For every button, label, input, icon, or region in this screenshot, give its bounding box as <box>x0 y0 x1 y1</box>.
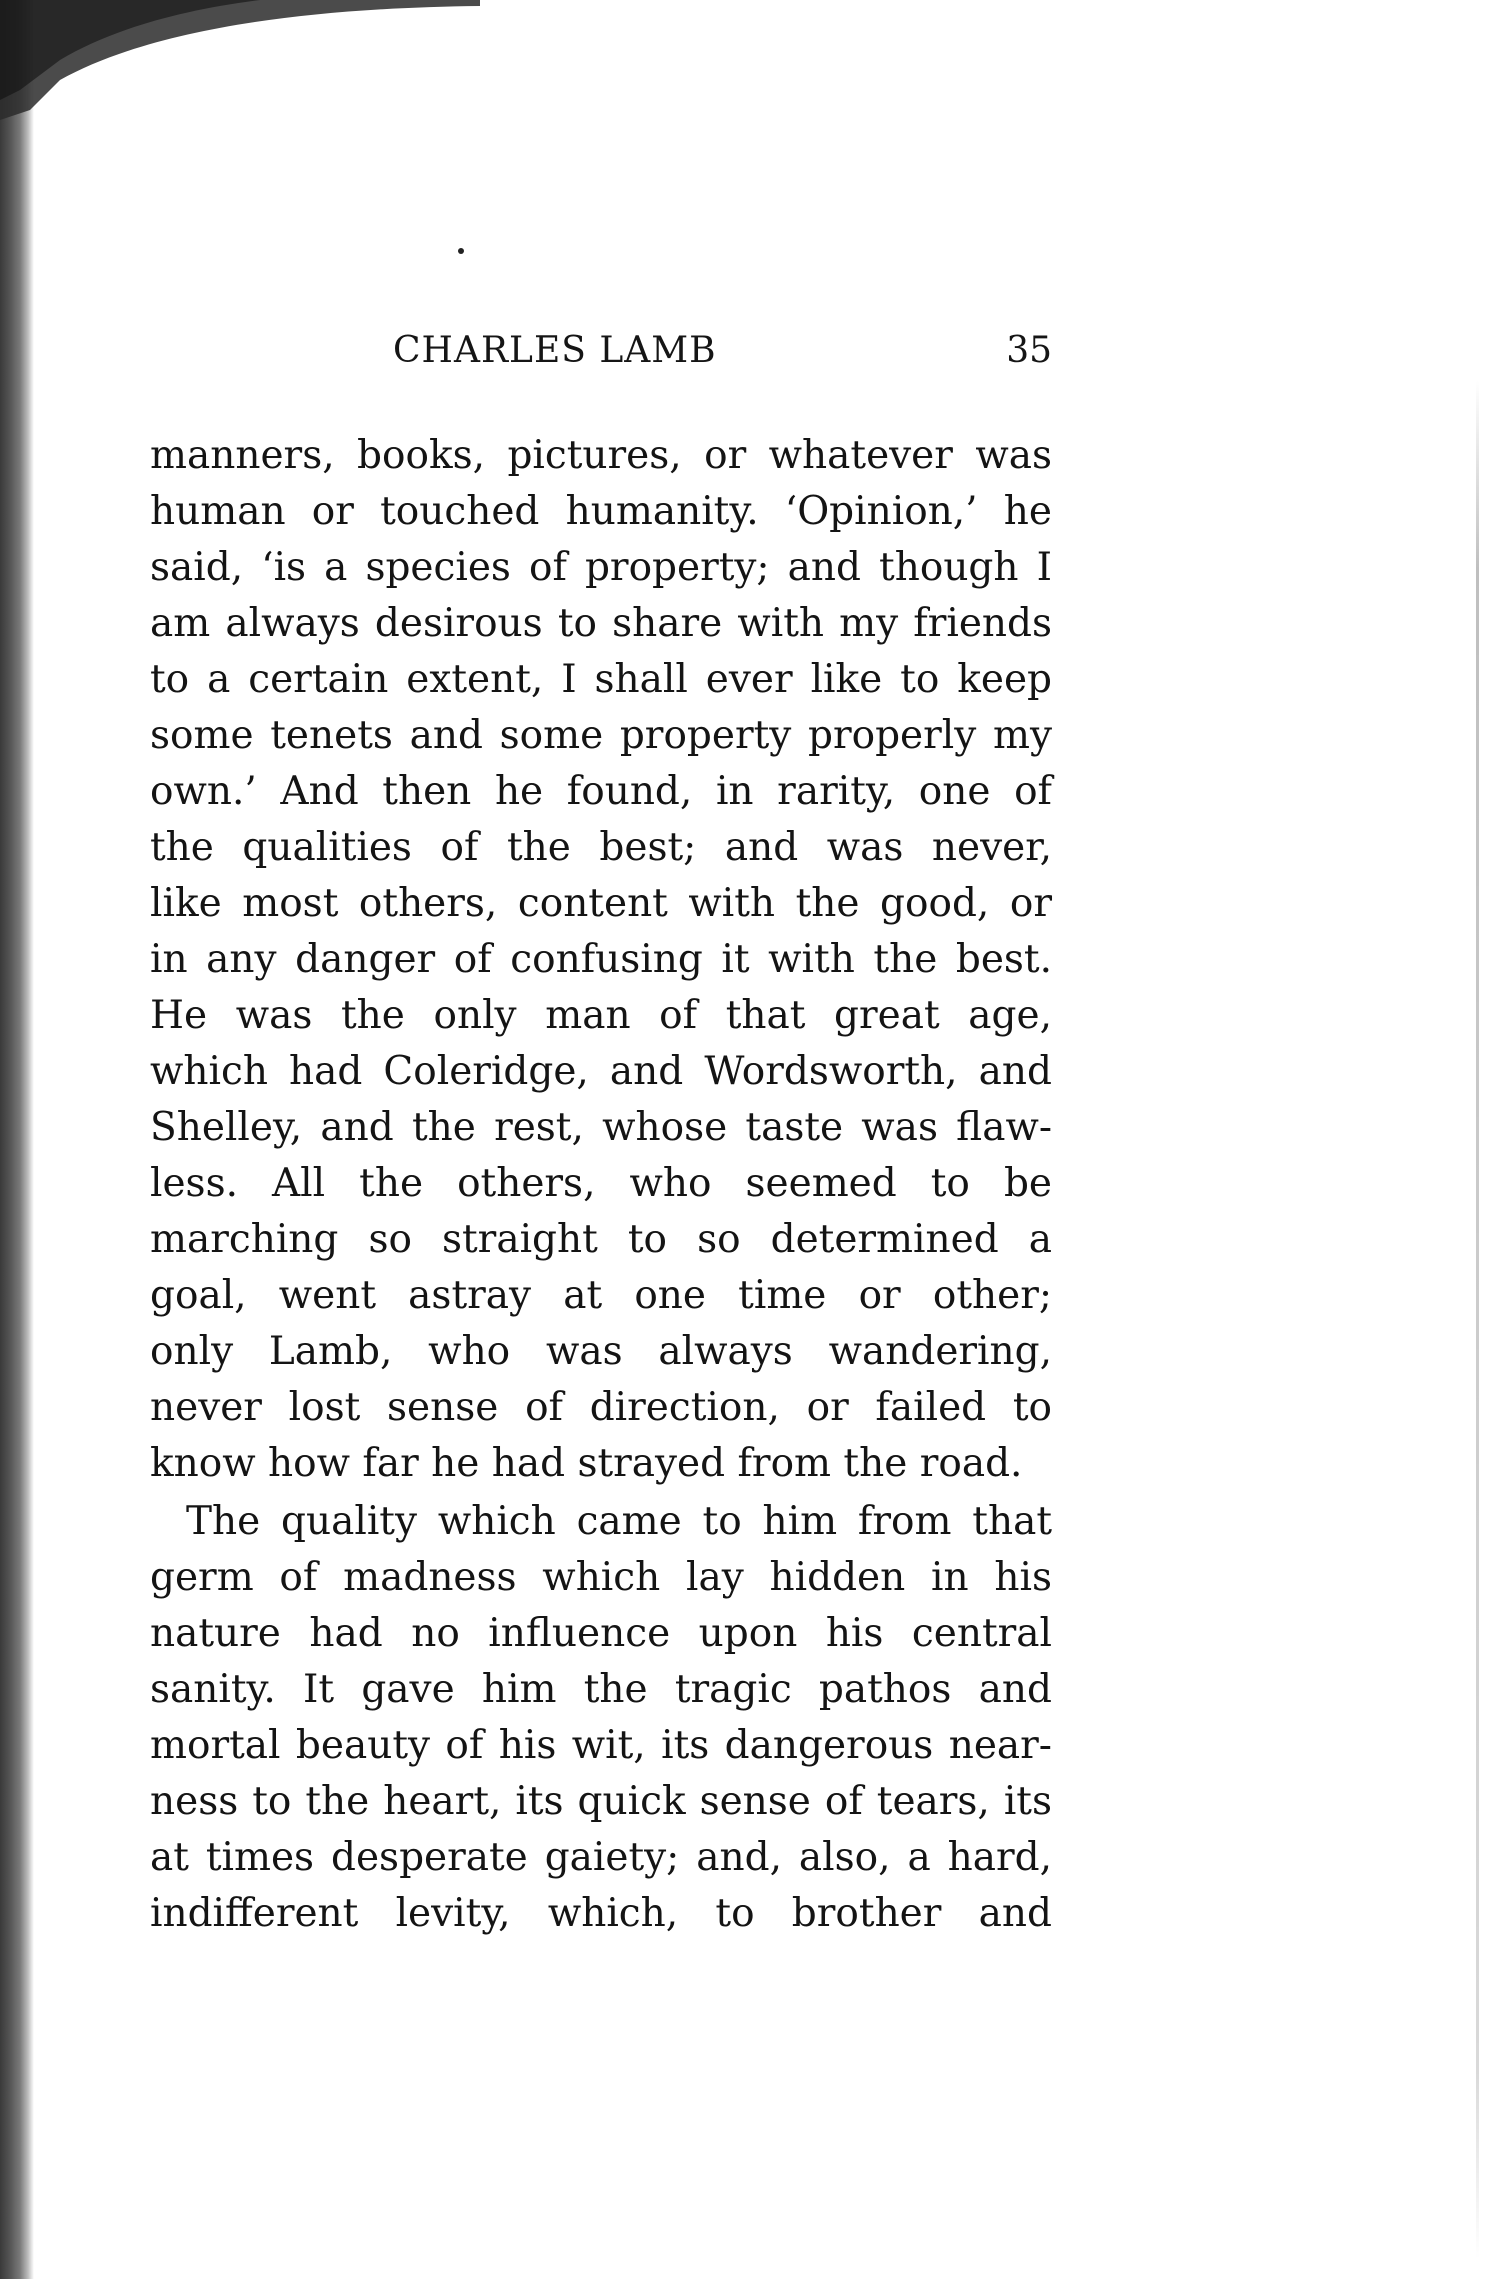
text-line: The quality which came to him from that <box>186 1499 1052 1544</box>
text-line: own.’ And then he found, in rarity, one of <box>150 769 1052 814</box>
text-line: sanity. It gave him the tragic pathos and <box>150 1667 1052 1712</box>
text-line: less. All the others, who seemed to be <box>150 1161 1052 1206</box>
binding-edge <box>0 0 34 2279</box>
right-scan-mark <box>1476 380 1479 2260</box>
running-head <box>150 330 1052 390</box>
text-line: nature had no influence upon his central <box>150 1611 1052 1656</box>
text-line: to a certain extent, I shall ever like to keep <box>150 657 1052 702</box>
paragraph <box>150 1494 1052 1942</box>
text-line: mortal beauty of his wit, its dangerous near- <box>150 1723 1052 1768</box>
text-line: in any danger of confusing it with the best. <box>150 937 1052 982</box>
text-line: at times desperate gaiety; and, also, a hard, <box>150 1835 1052 1880</box>
text-line: Shelley, and the rest, whose taste was flaw- <box>150 1105 1052 1150</box>
text-line: ness to the heart, its quick sense of tears, its <box>150 1779 1052 1824</box>
text-line: am always desirous to share with my friends <box>150 601 1052 646</box>
text-line: like most others, content with the good, or <box>150 881 1052 926</box>
text-line: the qualities of the best; and was never, <box>150 825 1052 870</box>
ink-speck <box>458 248 464 254</box>
text-line: said, ‘is a species of property; and though I <box>150 545 1052 590</box>
text-line: He was the only man of that great age, <box>150 993 1052 1038</box>
paragraph <box>150 428 1052 1492</box>
running-title: CHARLES LAMB <box>393 330 717 371</box>
text-line: germ of madness which lay hidden in his <box>150 1555 1052 1600</box>
corner-scan-shadow <box>0 0 480 120</box>
text-line: human or touched humanity. ‘Opinion,’ he <box>150 489 1052 534</box>
body-text <box>150 428 1052 1942</box>
text-line: which had Coleridge, and Wordsworth, and <box>150 1049 1052 1094</box>
text-line: know how far he had strayed from the road. <box>150 1441 1023 1486</box>
text-line: goal, went astray at one time or other; <box>150 1273 1052 1318</box>
text-line: some tenets and some property properly my <box>150 713 1052 758</box>
text-line: never lost sense of direction, or failed to <box>150 1385 1052 1430</box>
page-number: 35 <box>1006 330 1052 371</box>
text-line: manners, books, pictures, or whatever was <box>150 433 1052 478</box>
text-line: marching so straight to so determined a <box>150 1217 1052 1262</box>
text-line: indifferent levity, which, to brother and <box>150 1891 1052 1936</box>
text-line: only Lamb, who was always wandering, <box>150 1329 1052 1374</box>
